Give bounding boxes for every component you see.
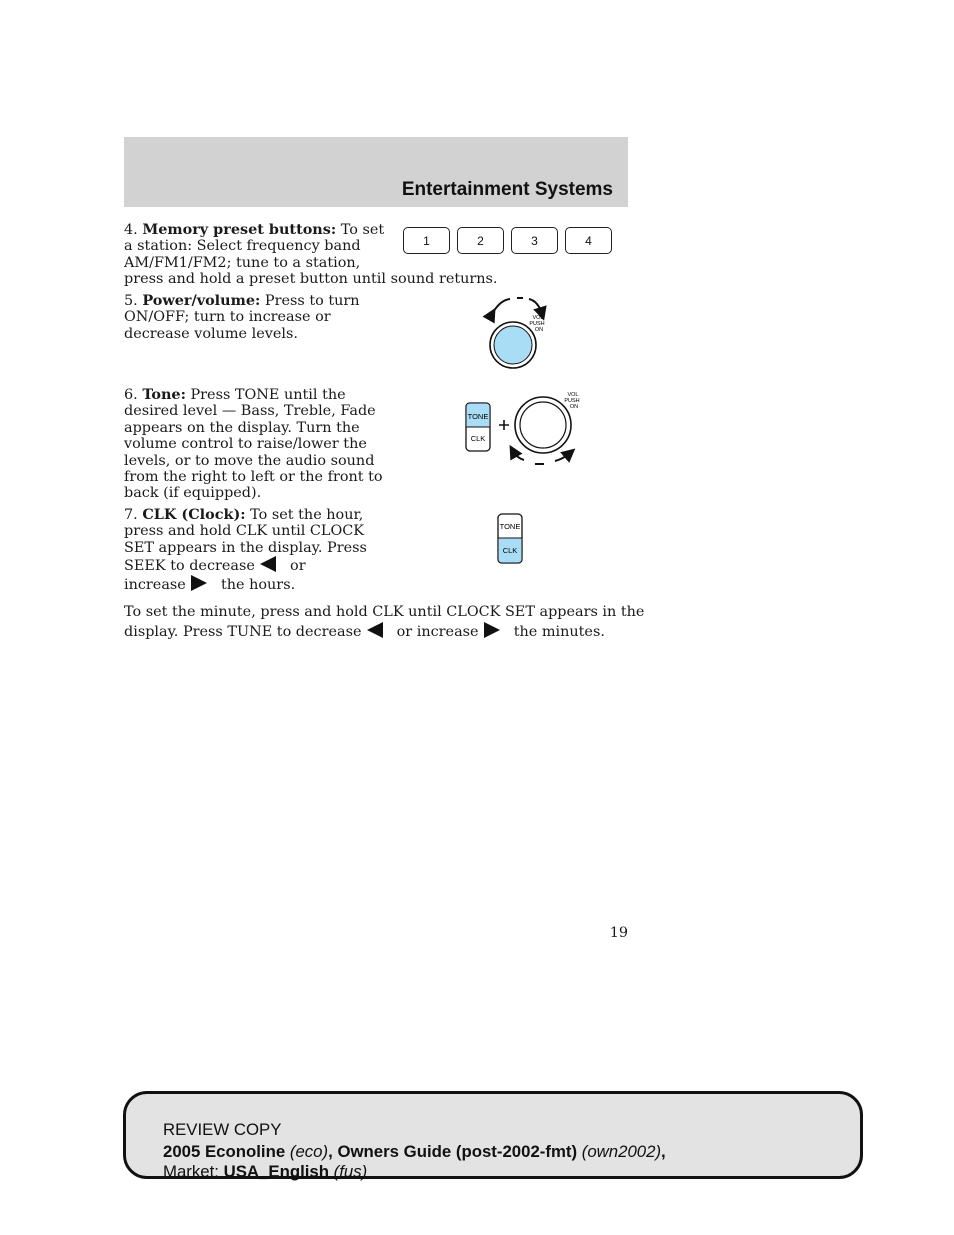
- memory-preset-paragraph: 4. Memory preset buttons: To set a station: Select frequency band AM/FM1/FM2; tune to a station, press and hold a preset button until sound returns.: [124, 221, 498, 288]
- knob-label-on: ON: [534, 327, 544, 333]
- footer-market-line: Market: USA_English (fus): [163, 1162, 368, 1181]
- volume-knob-face: [494, 326, 532, 364]
- rotate-right-arrow: [529, 299, 542, 314]
- plus-icon: [499, 420, 509, 430]
- clock-tone-label: TONE: [499, 522, 521, 531]
- tune-increase-arrow-icon: [483, 622, 501, 638]
- footer-model-line: 2005 Econoline (eco), Owners Guide (post-2002-fmt) (own2002),: [163, 1142, 666, 1161]
- power-volume-term: Power/volume:: [142, 292, 261, 309]
- preset-buttons-figure: [403, 227, 613, 257]
- decrease-arrow-icon: [259, 556, 277, 572]
- tone-rotate-right-arrow: [555, 453, 570, 461]
- tone-knob-label-on: ON: [569, 404, 579, 410]
- section-title: Entertainment Systems: [401, 179, 613, 200]
- clock-clk-label: CLK: [502, 546, 518, 555]
- section-header-band: [124, 137, 628, 207]
- page-number: 19: [609, 925, 628, 941]
- clock-term: CLK (Clock):: [142, 506, 246, 523]
- preset-button-1: 1: [403, 227, 450, 254]
- footer-review-line: REVIEW COPY: [163, 1120, 282, 1139]
- tone-rotate-left-arrow: [513, 451, 524, 460]
- tone-knob-label-vol: VOL: [567, 392, 579, 398]
- minute-paragraph: To set the minute, press and hold CLK until CLOCK SET appears in the display. Press TUNE to decrease or increase the minutes.: [124, 604, 645, 640]
- clock-paragraph: 7. CLK (Clock): To set the hour, press and hold CLK until CLOCK SET appears in the display. Press SEEK to decrease or increase the hours.: [124, 506, 367, 593]
- review-footer: [123, 1091, 863, 1179]
- preset-button-4: 4: [565, 227, 612, 254]
- clock-button-figure: [494, 510, 528, 568]
- preset-button-2: 2: [457, 227, 504, 254]
- tone-button-label: TONE: [467, 412, 489, 421]
- tone-term: Tone:: [142, 386, 186, 403]
- tone-control-figure: [462, 386, 592, 470]
- power-volume-knob-figure: [480, 292, 560, 376]
- preset-button-3: 3: [511, 227, 558, 254]
- tune-decrease-arrow-icon: [366, 622, 384, 638]
- clk-button-label: CLK: [470, 434, 486, 443]
- tone-knob-label-push: PUSH: [564, 398, 580, 404]
- increase-arrow-icon: [190, 575, 208, 591]
- memory-preset-term: Memory preset buttons:: [142, 221, 337, 238]
- rotate-left-arrow: [492, 299, 510, 314]
- tone-volume-knob-face: [520, 402, 566, 448]
- knob-label-push: PUSH: [529, 321, 545, 327]
- knob-label-vol: VOL: [532, 315, 544, 321]
- tone-paragraph: 6. Tone: Press TONE until the desired level — Bass, Treble, Fade appears on the display. Turn the volume control to raise/lower the levels, or to move the audio sound from the right to left or the front to back (if equipped).: [124, 386, 383, 502]
- power-volume-paragraph: 5. Power/volume: Press to turn ON/OFF; turn to increase or decrease volume levels.: [124, 292, 360, 342]
